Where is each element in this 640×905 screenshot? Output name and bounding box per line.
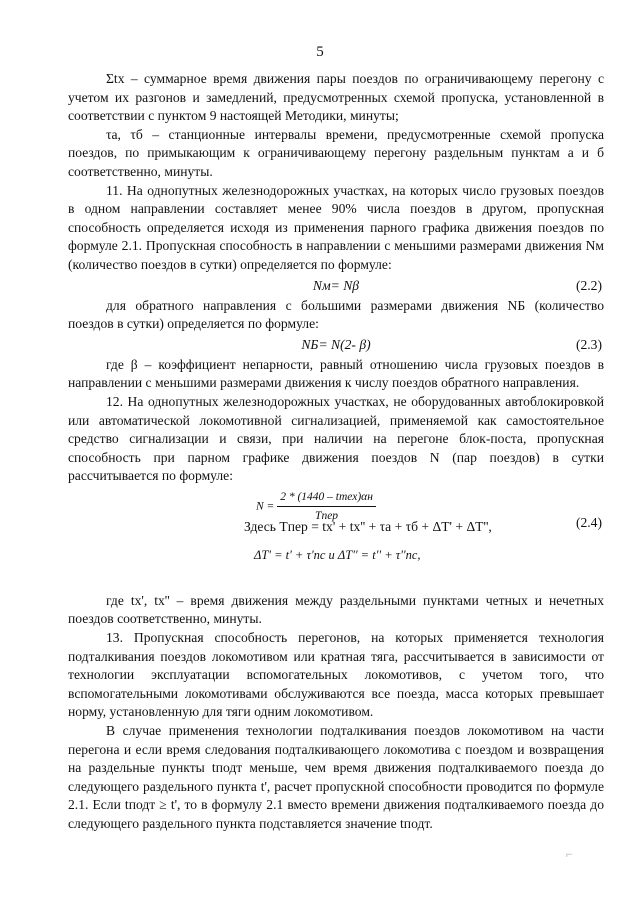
paragraph-reverse-direction: для обратного направления с большими размерами движения NБ (количество поездов в сутки) определяется по формуле:: [68, 297, 604, 332]
formula-2-4-delta: ΔT' = t' + τ'пс и ΔT'' = t'' + τ''пс,: [254, 547, 421, 562]
formula-2-2-expression: Nм= Nβ: [312, 277, 360, 293]
paragraph-station-intervals: τа, τб – станционные интервалы времени, предусмотренные схемой пропуска поездов, по примыкающим к ограничивающему перегону раздельным пунктам а и б соответственно, минуты.: [68, 126, 604, 179]
formula-2-3: [68, 334, 604, 356]
corner-mark: ⌐: [566, 847, 573, 861]
formula-2-4-denominator: Tпер: [315, 510, 339, 523]
paragraph-item-13: 13. Пропускная способность перегонов, на которых применяется технология подталкивания поездов локомотивом или кратная тяга, рассчитывается в зависимости от технологии эксплуатации вспомогательных локомотивов, с учетом того, что вспомогательными локомотивами обслуживаются все поезда, масса которых превышает норму, установленную для тяги одним локомотивом.: [68, 630, 604, 720]
formula-2-3-number: (2.3): [575, 336, 602, 352]
formula-2-2: [68, 275, 604, 297]
formula-2-4: [68, 488, 604, 588]
document-body: [68, 70, 604, 834]
formula-2-2-number: (2.2): [575, 277, 602, 293]
formula-2-4-number: (2.4): [575, 514, 602, 530]
paragraph-beta-definition: где β – коэффициент непарности, равный отношению числа грузовых поездов в направлении с меньшими размерами движения к числу поездов обратного направления.: [68, 356, 604, 391]
formula-2-4-period: Здесь Tпер = tx' + tx'' + τа + τб + ΔT' + ΔT'',: [244, 518, 492, 534]
formula-2-4-lhs: N =: [256, 500, 275, 513]
paragraph-tx-definition: где tx', tx'' – время движения между раздельными пунктами четных и нечетных поездов соответственно, минуты.: [68, 592, 604, 627]
page-number: 5: [316, 44, 324, 60]
paragraph-sum-time: Σtх – суммарное время движения пары поездов по ограничивающему перегону с учетом их разгонов и замедлений, предусмотренных схемой пропуска, установленной в соответствии с пунктом 9 настоящей Методики, минуты;: [68, 71, 604, 124]
paragraph-item-12: 12. На однопутных железнодорожных участках, не оборудованных автоблокировкой или автоматической локомотивной сигнализацией, применяемой как самостоятельное средство сигнализации и связи, при наличии на перегоне блок-поста, пропускная способность при парном графике движения поездов N (пар поездов) в сутки рассчитывается по формуле:: [68, 393, 604, 484]
paragraph-pushing-technology: В случае применения технологии подталкивания поездов локомотивом на части перегона и если время следования подталкивающего локомотива с поездом и возвращения на раздельные пункты tподт меньше, чем время движения подталкиваемого поезда до следующего раздельного пункта t', расчет пропускной способности проводится по формуле 2.1. Если tподт ≥ t', то в формулу 2.1 вместо времени движения подталкиваемого поезда до следующего раздельного пункта подставляется значение tподт.: [68, 723, 604, 831]
formula-2-3-expression: NБ= N(2- β): [301, 336, 371, 352]
paragraph-item-11: 11. На однопутных железнодорожных участках, на которых число грузовых поездов в одном направлении составляет менее 90% числа поездов в другом, пропускная способность определяется исходя из применения парного графика движения поездов по формуле 2.1. Пропускная способность в направлении с меньшими размерами движения Nм (количество поездов в сутки) определяется по формуле:: [68, 182, 604, 272]
formula-2-4-numerator: 2 * (1440 – tтех)αн: [277, 488, 376, 508]
